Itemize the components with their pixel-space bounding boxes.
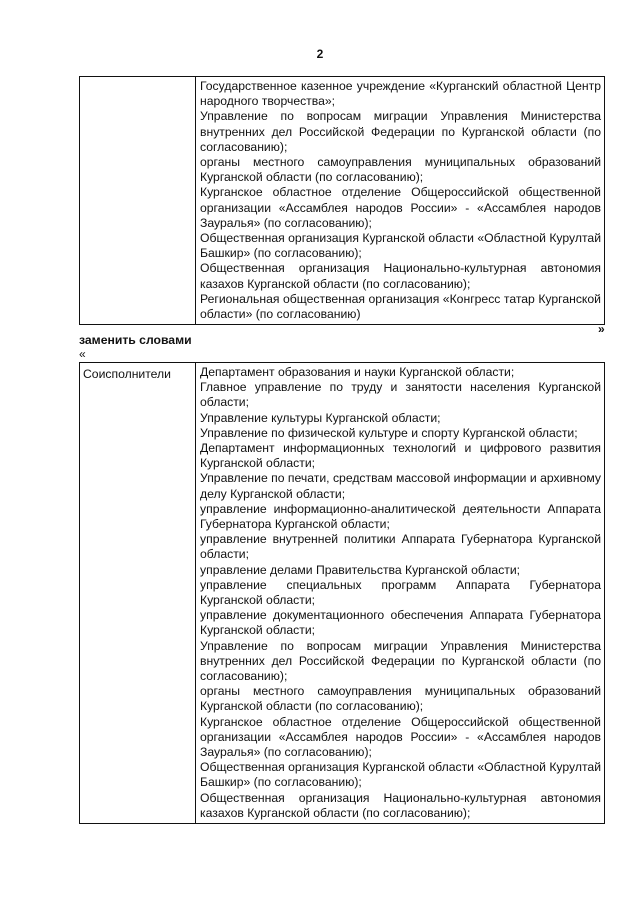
list-item: Департамент образования и науки Курганской области; xyxy=(200,365,515,379)
list-item: Курганское областное отделение Общероссийской общественной организации «Ассамблея народов России» - «Ассамблея народов Зауралья» (по согласованию); xyxy=(200,185,601,230)
list-item: управление внутренней политики Аппарата Губернатора Курганской области; xyxy=(200,532,601,562)
left-cell-empty xyxy=(80,77,196,325)
list-item: Главное управление по труду и занятости населения Курганской области; xyxy=(200,380,601,410)
co-executors-cell xyxy=(196,363,605,824)
list-item: Департамент информационных технологий и цифрового развития Курганской области; xyxy=(200,441,601,471)
list-item: органы местного самоуправления муниципальных образований Курганской области (по согласованию); xyxy=(200,155,601,185)
list-item: Общественная организация Национально-культурная автономия казахов Курганской области (по согласованию); xyxy=(200,261,601,291)
co-executors-label: Соисполнители xyxy=(83,367,171,381)
opening-quote: « xyxy=(79,347,86,361)
list-item: Управление по печати, средствам массовой информации и архивному делу Курганской области; xyxy=(200,471,601,501)
list-item: Курганское областное отделение Общероссийской общественной организации «Ассамблея народов России» - «Ассамблея народов Зауралья» (по согласованию); xyxy=(200,714,601,760)
list-item: Управление культуры Курганской области; xyxy=(200,410,441,425)
list-item: Общественная организация Национально-культурная автономия казахов Курганской области (по согласованию); xyxy=(200,790,601,820)
participants-cell xyxy=(196,77,605,325)
list-item: Государственное казенное учреждение «Курганский областной Центр народного творчества»; xyxy=(200,79,601,109)
list-item: управление информационно-аналитической деятельности Аппарата Губернатора Курганской области; xyxy=(200,501,601,532)
table-row xyxy=(80,363,605,824)
co-executors-label-cell xyxy=(80,363,196,824)
list-item: органы местного самоуправления муниципальных образований Курганской области (по согласованию); xyxy=(200,684,601,714)
page-number: 2 xyxy=(316,47,324,61)
list-item: управление документационного обеспечения Аппарата Губернатора Курганской области; xyxy=(200,608,601,638)
list-item: Управление по физической культуре и спорту Курганской области; xyxy=(200,425,578,440)
previous-text-table xyxy=(79,76,605,325)
closing-quote: » xyxy=(598,322,605,336)
list-item: Управление по вопросам миграции Управления Министерства внутренних дел Российской Федерации по Курганской области (по согласованию); xyxy=(200,638,601,684)
list-item: Общественная организация Курганской области «Областной Курултай Башкир» (по согласованию); xyxy=(200,231,601,261)
replace-phrase: заменить словами xyxy=(79,333,192,347)
new-text-table xyxy=(79,362,605,824)
table-row xyxy=(80,77,605,325)
list-item: Общественная организация Курганской области «Областной Курултай Башкир» (по согласованию); xyxy=(200,760,601,790)
list-item: управление специальных программ Аппарата Губернатора Курганской области; xyxy=(200,577,601,608)
list-item: управление делами Правительства Курганской области; xyxy=(200,562,521,577)
list-item: Региональная общественная организация «Конгресс татар Курганской области» (по согласованию) xyxy=(200,291,601,322)
list-item: Управление по вопросам миграции Управления Министерства внутренних дел Российской Федерации по Курганской области (по согласованию); xyxy=(200,109,601,154)
